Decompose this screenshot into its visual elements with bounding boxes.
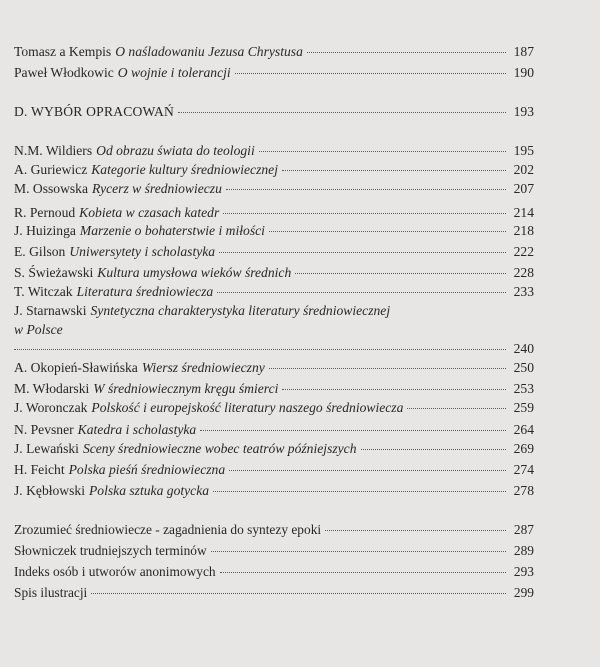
toc-title: Marzenie o bohaterstwie i miłości	[79, 223, 265, 238]
toc-page-number: 214	[513, 205, 534, 220]
toc-author: E. Gilson	[14, 244, 66, 259]
toc-page-number: 289	[513, 543, 534, 558]
toc-entry	[14, 563, 534, 581]
dot-leader	[361, 449, 506, 450]
dot-leader	[223, 213, 506, 214]
toc-title: W średniowiecznym kręgu śmierci	[93, 381, 279, 396]
section-heading-entry	[14, 103, 534, 121]
toc-title: Uniwersytety i scholastyka	[69, 244, 216, 259]
toc-entry	[14, 321, 534, 339]
toc-page-number: 293	[513, 564, 534, 579]
toc-entry	[14, 222, 534, 240]
toc-title: Polska sztuka gotycka	[89, 483, 210, 498]
toc-author: M. Włodarski	[14, 381, 90, 396]
dot-leader	[211, 551, 506, 552]
toc-entry	[14, 161, 534, 179]
toc-page-number: 228	[513, 265, 534, 280]
toc-author: M. Ossowska	[14, 181, 89, 196]
toc-entry	[14, 461, 534, 479]
toc-entry	[14, 380, 534, 398]
toc-page-number: 287	[513, 522, 534, 537]
toc-label: Słowniczek trudniejszych terminów	[14, 543, 207, 558]
dot-leader	[282, 389, 506, 390]
toc-entry	[14, 142, 534, 160]
toc-title: Kultura umysłowa wieków średnich	[97, 265, 292, 280]
toc-title-continuation: w Polsce	[14, 322, 63, 337]
toc-page-number: 193	[513, 104, 534, 119]
toc-page-number: 222	[513, 244, 534, 259]
toc-page-number: 207	[513, 181, 534, 196]
toc-entry-first-line	[14, 302, 390, 320]
dot-leader	[407, 408, 506, 409]
toc-title: Wiersz średniowieczny	[141, 360, 265, 375]
toc-entry	[14, 399, 534, 417]
toc-entry	[14, 421, 534, 439]
dot-leader	[226, 189, 506, 190]
toc-entry	[14, 243, 534, 261]
toc-author: J. Kębłowski	[14, 483, 85, 498]
toc-label: Spis ilustracji	[14, 585, 88, 600]
dot-leader	[269, 368, 506, 369]
dot-leader	[307, 52, 506, 53]
dot-leader	[213, 491, 506, 492]
toc-entry	[14, 584, 534, 602]
toc-title: O wojnie i tolerancji	[117, 65, 231, 80]
toc-page-number: 190	[513, 65, 534, 80]
dot-leader	[229, 470, 506, 471]
toc-page-number: 195	[513, 143, 534, 158]
toc-title: Kategorie kultury średniowiecznej	[91, 162, 278, 177]
toc-page-number: 259	[513, 400, 534, 415]
toc-entry	[14, 359, 534, 377]
toc-page-number: 202	[513, 162, 534, 177]
toc-author: T. Witczak	[14, 284, 73, 299]
toc-author: J. Starnawski	[14, 303, 87, 318]
dot-leader	[269, 231, 506, 232]
dot-leader	[325, 530, 506, 531]
toc-author: H. Feicht	[14, 462, 65, 477]
toc-page-number: 218	[513, 223, 534, 238]
toc-author: N. Pevsner	[14, 422, 74, 437]
toc-entry	[14, 204, 534, 222]
section-heading: D. WYBÓR OPRACOWAŃ	[14, 104, 175, 119]
toc-entry	[14, 482, 534, 500]
toc-title: Polska pieśń średniowieczna	[68, 462, 226, 477]
toc-page-number: 299	[513, 585, 534, 600]
toc-entry	[14, 283, 534, 301]
toc-author: J. Woronczak	[14, 400, 88, 415]
dot-leader	[91, 593, 506, 594]
dot-leader	[295, 273, 506, 274]
toc-page-number: 233	[513, 284, 534, 299]
toc-page-number: 187	[513, 44, 534, 59]
toc-title: Sceny średniowieczne wobec teatrów późniejszych	[82, 441, 357, 456]
toc-entry	[14, 542, 534, 560]
toc-author: N.M. Wildiers	[14, 143, 93, 158]
toc-author: J. Huizinga	[14, 223, 76, 238]
dot-leader	[14, 349, 506, 350]
toc-title: Polskość i europejskość literatury naszego średniowiecza	[91, 400, 404, 415]
toc-page-number: 274	[513, 462, 534, 477]
toc-page-number: 240	[513, 341, 534, 356]
toc-author: Paweł Włodkowic	[14, 65, 114, 80]
dot-leader	[220, 572, 506, 573]
toc-page-number: 250	[513, 360, 534, 375]
toc-entry	[14, 180, 534, 198]
toc-label: Zrozumieć średniowiecze - zagadnienia do syntezy epoki	[14, 522, 322, 537]
toc-page-number: 278	[513, 483, 534, 498]
toc-author: J. Lewański	[14, 441, 79, 456]
toc-title: O naśladowaniu Jezusa Chrystusa	[115, 44, 303, 59]
toc-entry	[14, 264, 534, 282]
toc-title: Literatura średniowiecza	[76, 284, 214, 299]
dot-leader	[178, 112, 506, 113]
toc-author: A. Guriewicz	[14, 162, 88, 177]
toc-title: Od obrazu świata do teologii	[96, 143, 255, 158]
dot-leader	[259, 151, 506, 152]
toc-title: Syntetyczna charakterystyka literatury średniowiecznej	[90, 303, 391, 318]
toc-title: Kobieta w czasach katedr	[79, 205, 220, 220]
toc-entry	[14, 521, 534, 539]
toc-entry	[14, 43, 534, 61]
dot-leader	[282, 170, 506, 171]
toc-page-number: 253	[513, 381, 534, 396]
toc-entry-leader-line	[14, 340, 534, 358]
dot-leader	[219, 252, 506, 253]
toc-label: Indeks osób i utworów anonimowych	[14, 564, 216, 579]
toc-page-number: 269	[513, 441, 534, 456]
toc-author: R. Pernoud	[14, 205, 76, 220]
toc-author: S. Świeżawski	[14, 265, 94, 280]
dot-leader	[235, 73, 506, 74]
toc-title: Katedra i scholastyka	[77, 422, 197, 437]
toc-entry	[14, 64, 534, 82]
toc-author: Tomasz a Kempis	[14, 44, 112, 59]
toc-entry	[14, 440, 534, 458]
toc-author: A. Okopień-Sławińska	[14, 360, 138, 375]
toc-title: Rycerz w średniowieczu	[92, 181, 222, 196]
dot-leader	[217, 292, 506, 293]
dot-leader	[200, 430, 506, 431]
toc-page-number: 264	[513, 422, 534, 437]
